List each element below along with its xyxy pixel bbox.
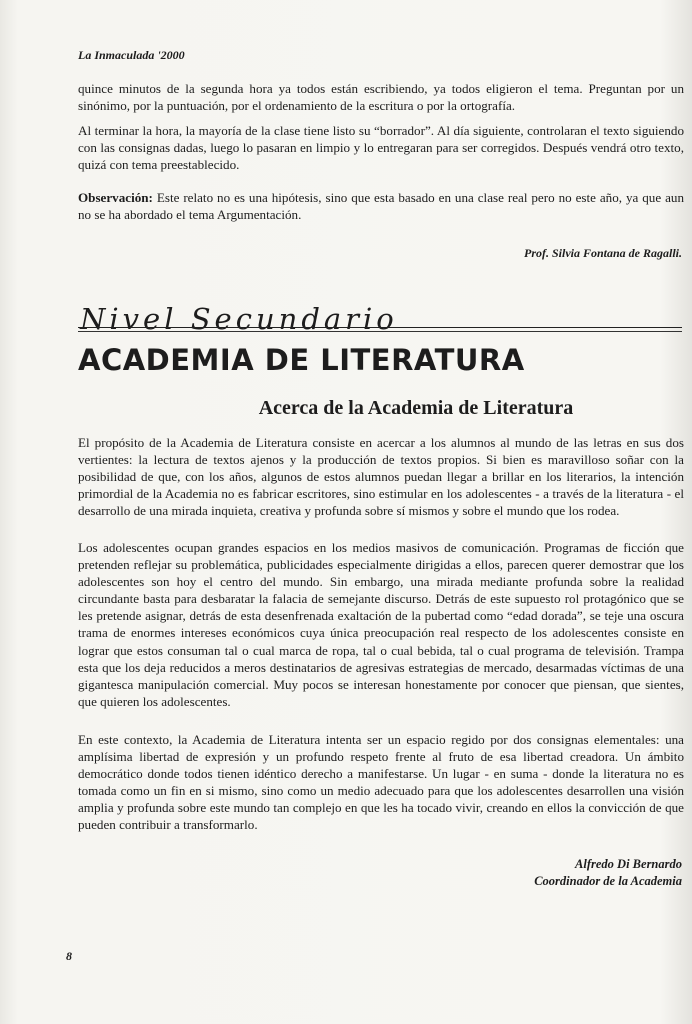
top-signature: Prof. Silvia Fontana de Ragalli. bbox=[523, 246, 682, 260]
running-header: La Inmaculada '2000 bbox=[78, 48, 185, 62]
banner-title: ACADEMIA DE LITERATURA bbox=[78, 343, 525, 377]
top-paragraph-2: Al terminar la hora, la mayoría de la clase tiene listo su “borrador”. Al día siguiente, controlaran el texto siguiendo con las consignas dadas, luego lo pasaran en limpio y lo entregaran para ser corregidos. Después vendrá otro texto, quizá con tema preestablecido. bbox=[78, 123, 684, 173]
article-paragraph-1: El propósito de la Academia de Literatura consiste en acercar a los alumnos al mundo de las letras en sus dos vertientes: la lectura de textos ajenos y la producción de textos propios. Si bien es maravilloso soñar con la posibilidad de que, con los años, algunos de estos alumnos puedan llegar a brillar en los literarios, la intención primordial de la Academia no es fabricar escritores, sino estimular en los adolescentes - a través de la literatura - el desarrollo de una mirada inquieta, creativa y profunda sobre sí mismos y sobre el mundo que los rodea. bbox=[78, 435, 684, 519]
section-heading: Nivel Secundario bbox=[80, 302, 398, 336]
article-paragraph-3: En este contexto, la Academia de Literatura intenta ser un espacio regido por dos consignas elementales: una amplísima libertad de expresión y un profundo respeto frente al fruto de esa libertad creadora. Un ámbito democrático donde todos tienen idéntico derecho a manifestarse. Un lugar - en suma - donde la literatura no es tomada como un fin en si mismo, sino como un medio adecuado para que los adolescentes desarrollen una visión amplia y profunda sobre este mundo tan complejo en que les ha tocado vivir, creando en ellos la convicción de que pueden contribuir a transformarlo. bbox=[78, 732, 684, 833]
section-rule-thick bbox=[78, 327, 682, 328]
article-paragraph-2: Los adolescentes ocupan grandes espacios en los medios masivos de comunicación. Programas de ficción que pretenden reflejar su problemática, publicidades especialmente dirigidas a ellos, parecen querer demostrar que los adolescentes son hoy el centro del mundo. Sin embargo, una mirada mediante profunda sobre la realidad circundante basta para desbaratar la falacia de semejante discurso. Detrás de este supuesto rol protagónico que se les pretende asignar, detrás de esta desenfrenada exaltación de la pubertad como “edad dorada”, se teje una oscura trama de enormes intereses económicos cuya única preocupación real respecto de los adolescentes consiste en lograr que estos consuman tal o cual marca de ropa, tal o cual bebida, tal o cual programa de televisión. Trampa esta que los deja reducidos a meros destinatarios de agresivas estrategias de mercado, desarmadas víctimas de una gigantesca manipulación comercial. Muy pocos se interesan honestamente por conocer que piensan, que sientes, que quieren los adolescentes. bbox=[78, 540, 684, 709]
top-paragraph-1: quince minutos de la segunda hora ya todos están escribiendo, ya todos eligieron el tema. Preguntan por un sinónimo, por la puntuación, por el ordenamiento de la escritura o por la ortografía. bbox=[78, 81, 684, 114]
section-rule-thin bbox=[78, 331, 682, 332]
observation-text: Este relato no es una hipótesis, sino que esta basado en una clase real pero no este año, ya que aun no se ha abordado el tema Argumentación. bbox=[78, 190, 684, 223]
observation-paragraph bbox=[78, 189, 684, 223]
article-signature-role: Coordinador de la Academia bbox=[534, 874, 682, 888]
observation-label: Observación: bbox=[78, 190, 153, 205]
page-number: 8 bbox=[66, 949, 72, 963]
article-subtitle: Acerca de la Academia de Literatura bbox=[258, 397, 574, 419]
article-signature-name: Alfredo Di Bernardo bbox=[575, 857, 682, 871]
